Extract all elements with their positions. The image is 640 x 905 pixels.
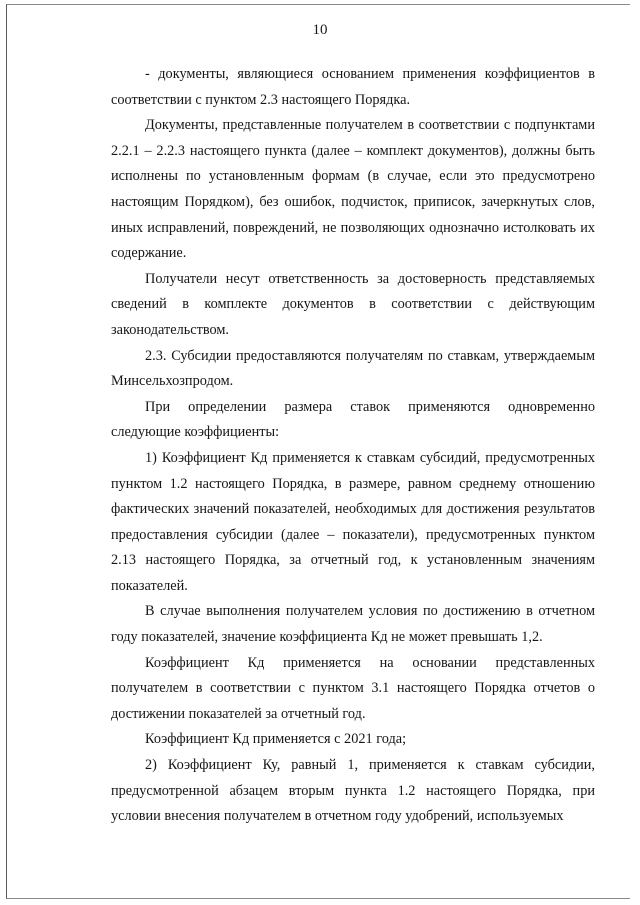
paragraph-kd-limit: В случае выполнения получателем условия по достижению в отчетном году показателей, значение коэффициента Кд не может превышать 1,2. <box>111 603 595 646</box>
page-number: 10 <box>312 22 328 38</box>
paragraph-coefficient-ku: 2) Коэффициент Ку, равный 1, применяется к ставкам субсидии, предусмотренной абзацем вторым пункта 1.2 настоящего Порядка, при условии внесения получателем в отчетном году удобрений, используемых <box>111 757 595 825</box>
paragraph-documents-basis: - документы, являющиеся основанием применения коэффициентов в соответствии с пунктом 2.3 настоящего Порядка. <box>111 66 595 108</box>
document-body <box>111 62 595 830</box>
paragraph-section-2-3: 2.3. Субсидии предоставляются получателям по ставкам, утверждаемым Минсельхозпродом. <box>111 347 595 390</box>
paragraph-document-requirements: Документы, представленные получателем в соответствии с подпунктами 2.2.1 – 2.2.3 настоящего пункта (далее – комплект документов), должны быть исполнены по установленным формам (в случае, если это предусмотрено настоящим Порядком), без ошибок, подчисток, приписок, зачеркнутых слов, иных исправлений, повреждений, не позволяющих однозначно истолковать их содержание. <box>111 117 595 262</box>
paragraph-kd-start-year: Коэффициент Кд применяется с 2021 года; <box>145 731 407 748</box>
paragraph-recipient-responsibility: Получатели несут ответственность за достоверность представляемых сведений в комплекте документов в соответствии с действующим законодательством. <box>111 270 595 338</box>
paragraph-coefficients-intro: При определении размера ставок применяются одновременно следующие коэффициенты: <box>111 398 595 441</box>
paragraph-coefficient-kd: 1) Коэффициент Кд применяется к ставкам субсидий, предусмотренных пунктом 1.2 настоящего Порядка, в размере, равном среднему отношению фактических значений показателей, необходимых для достижения результатов предоставления субсидии (далее – показатели), предусмотренных пунктом 2.13 настоящего Порядка, за отчетный год, к установленным значениям показателей. <box>111 449 595 594</box>
paragraph-kd-basis: Коэффициент Кд применяется на основании представленных получателем в соответствии с пунктом 3.1 настоящего Порядка отчетов о достижении показателей за отчетный год. <box>111 654 595 722</box>
